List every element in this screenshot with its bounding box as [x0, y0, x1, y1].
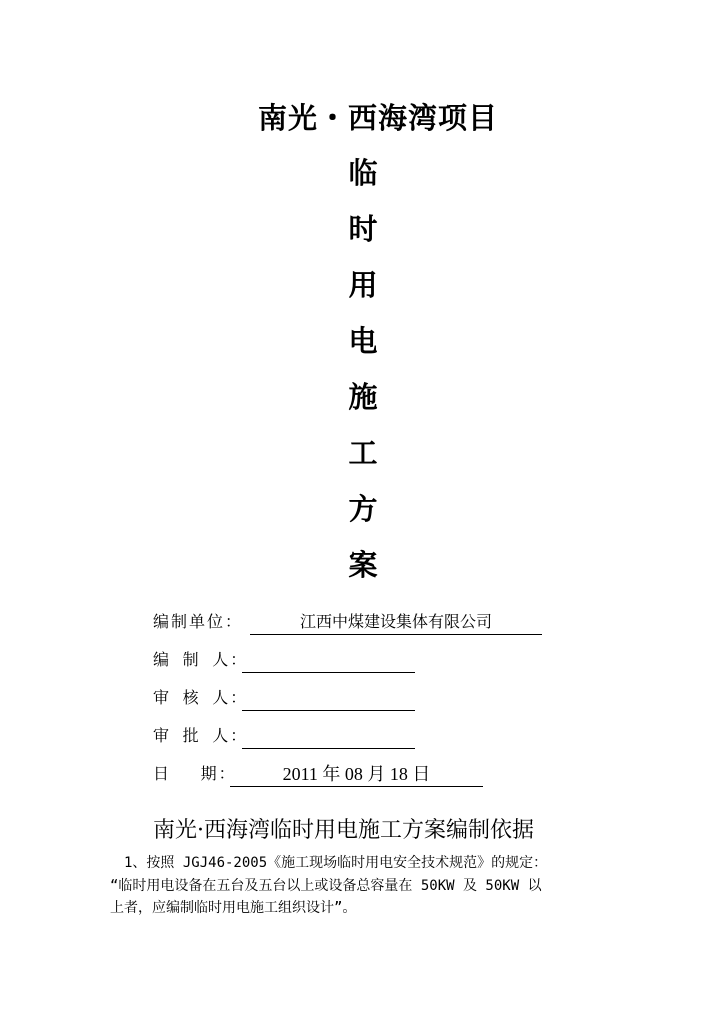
vertical-title-char: 时: [348, 212, 378, 246]
vertical-title-char: 临: [348, 156, 378, 190]
paragraph-line: 上者，应编制临时用电施工组织设计”。: [110, 900, 357, 916]
field-value: [242, 722, 415, 749]
basis-heading: 南光·西海湾临时用电施工方案编制依据: [153, 818, 534, 843]
field-label: 审 核 人：: [153, 688, 249, 707]
field-reviewer: [153, 684, 248, 712]
vertical-title-char: 工: [348, 436, 378, 470]
field-label: 审 批 人：: [153, 726, 249, 745]
vertical-title-char: 电: [348, 324, 378, 358]
field-date: [153, 760, 431, 788]
field-value: [242, 684, 415, 711]
field-compiler: [153, 646, 248, 674]
field-label: 日 期：: [153, 764, 237, 783]
vertical-title-char: 方: [348, 492, 378, 526]
field-label: 编 制 人：: [153, 650, 249, 669]
vertical-title-char: 用: [348, 268, 378, 302]
project-title: 南光・西海湾项目: [257, 101, 498, 135]
basis-paragraph: [110, 852, 620, 920]
paragraph-line: 1、按照 JGJ46-2005《施工现场临时用电安全技术规范》的规定：: [110, 855, 548, 871]
vertical-title-char: 案: [348, 548, 378, 582]
paragraph-line: “临时用电设备在五台及五台以上或设备总容量在 50KW 及 50KW 以: [110, 877, 542, 894]
field-label: 编制单位：: [153, 612, 244, 631]
field-value: [242, 646, 415, 673]
field-value: 江西中煤建设集体有限公司: [250, 608, 542, 635]
vertical-title-char: 施: [348, 380, 378, 414]
field-compiling-unit: [153, 608, 492, 636]
field-approver: [153, 722, 248, 750]
field-value: 2011 年 08 月 18 日: [230, 760, 483, 787]
